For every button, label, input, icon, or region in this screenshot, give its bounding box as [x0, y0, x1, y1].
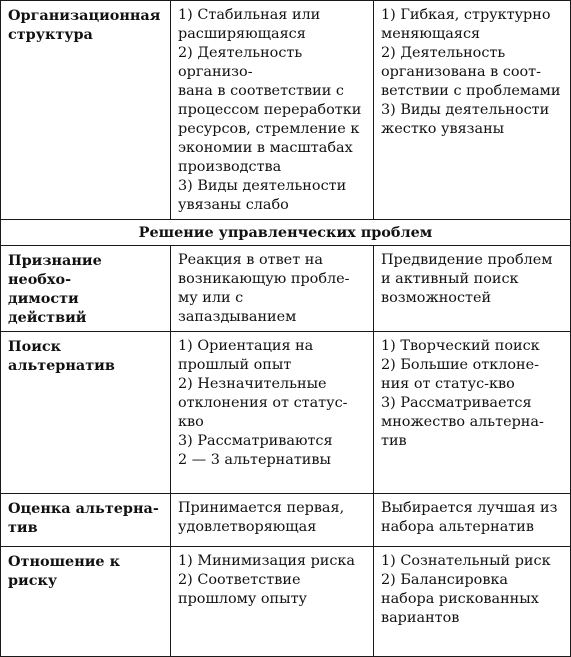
cell-search-alternatives-col1: 1) Ориентация на прошлый опыт 2) Незначительные отклонения от статус- кво 3) Рассматриваются 2 — 3 альтернативы [171, 332, 374, 494]
cell-evaluation-col2: Выбирается лучшая из набора альтернатив [374, 494, 571, 547]
row-label-org-structure: Организационная структура [1, 1, 171, 220]
cell-risk-attitude-col2: 1) Сознательный риск 2) Балансировка набора рискованных вариантов [374, 547, 571, 657]
cell-recognition-col2: Предвидение проблем и активный поиск возможностей [374, 246, 571, 332]
table-row-org-structure [1, 1, 571, 220]
row-label-evaluation: Оценка альтерна- тив [1, 494, 171, 547]
cell-org-structure-col2: 1) Гибкая, структурно меняющаяся 2) Деятельность организована в соот- ветствии с проблемами 3) Виды деятельности жестко увязаны [374, 1, 571, 220]
cell-search-alternatives-col2: 1) Творческий поиск 2) Большие отклоне- ния от статус-кво 3) Рассматривается множество альтерна- тив [374, 332, 571, 494]
cell-org-structure-col1: 1) Стабильная или расширяющаяся 2) Деятельность организо- вана в соответствии с процессом переработки ресурсов, стремление к экономии в масштабах производства 3) Виды деятельности увязаны слабо [171, 1, 374, 220]
section-title: Решение управленческих проблем [1, 220, 571, 246]
row-label-recognition: Признание необхо- димости действий [1, 246, 171, 332]
table-row-evaluation [1, 494, 571, 547]
table-row-risk-attitude [1, 547, 571, 657]
cell-evaluation-col1: Принимается первая, удовлетворяющая [171, 494, 374, 547]
section-header-row [1, 220, 571, 246]
row-label-risk-attitude: Отношение к риску [1, 547, 171, 657]
cell-recognition-col1: Реакция в ответ на возникающую пробле- му или с запаздыванием [171, 246, 374, 332]
table-row-search-alternatives [1, 332, 571, 494]
row-label-search-alternatives: Поиск альтернатив [1, 332, 171, 494]
cell-risk-attitude-col1: 1) Минимизация риска 2) Соответствие прошлому опыту [171, 547, 374, 657]
table-row-recognition [1, 246, 571, 332]
